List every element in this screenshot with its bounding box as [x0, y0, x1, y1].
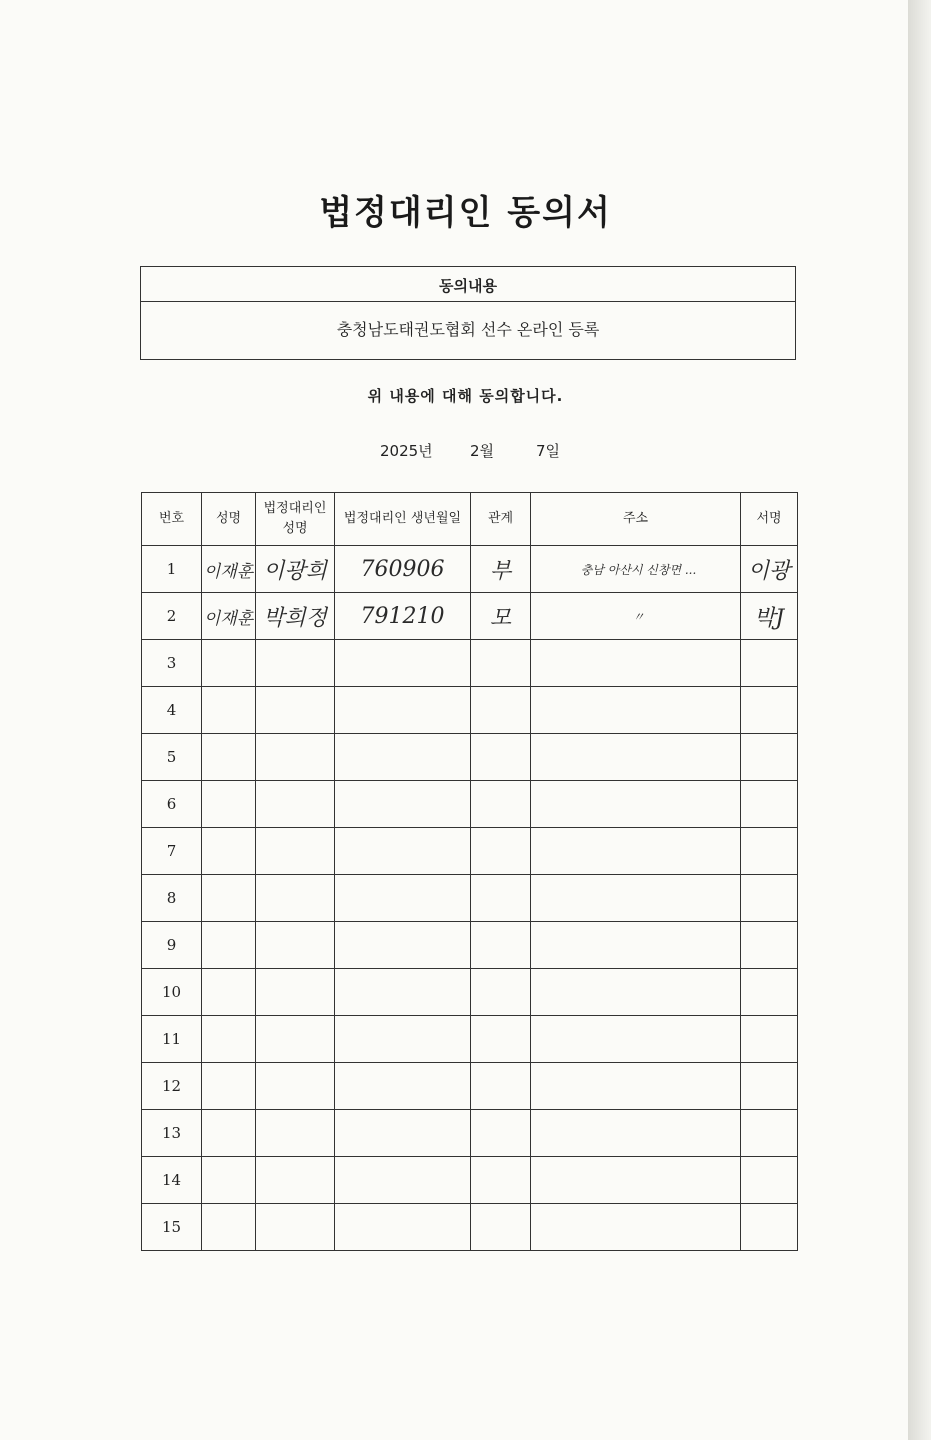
table-row — [142, 1157, 798, 1204]
cell-guardian-birth — [335, 1016, 471, 1063]
cell-name — [202, 781, 256, 828]
cell-guardian-birth — [335, 1063, 471, 1110]
table-row — [142, 922, 798, 969]
cell-no: 14 — [142, 1157, 202, 1204]
cell-relation — [471, 1204, 531, 1251]
cell-signature — [741, 1063, 798, 1110]
cell-signature — [741, 875, 798, 922]
cell-relation — [471, 828, 531, 875]
cell-signature — [741, 1157, 798, 1204]
cell-address — [531, 1016, 741, 1063]
document-title: 법정대리인 동의서 — [319, 193, 612, 233]
cell-relation — [471, 640, 531, 687]
cell-guardian-birth-value: 791210 — [360, 603, 445, 629]
cell-no: 13 — [142, 1110, 202, 1157]
cell-address — [531, 781, 741, 828]
cell-name — [202, 546, 256, 593]
cell-address — [531, 734, 741, 781]
cell-name — [202, 734, 256, 781]
cell-guardian-birth — [335, 781, 471, 828]
cell-relation — [471, 546, 531, 593]
guardian-table — [141, 492, 798, 1251]
header-relation: 관계 — [471, 493, 531, 546]
table-row — [142, 1110, 798, 1157]
cell-guardian-birth — [335, 1204, 471, 1251]
cell-guardian-name — [256, 922, 335, 969]
date-year: 2025년 — [380, 442, 433, 460]
cell-address — [531, 1110, 741, 1157]
cell-relation — [471, 969, 531, 1016]
cell-guardian-birth — [335, 1157, 471, 1204]
cell-relation — [471, 593, 531, 640]
cell-guardian-name-value: 박희정 — [263, 605, 327, 631]
cell-address-value: 충남 아산시 신창면 ... — [580, 563, 697, 577]
cell-guardian-name — [256, 781, 335, 828]
cell-no: 10 — [142, 969, 202, 1016]
cell-guardian-birth — [335, 828, 471, 875]
table-row — [142, 546, 798, 593]
table-row — [142, 640, 798, 687]
cell-name — [202, 969, 256, 1016]
consent-box — [140, 266, 796, 360]
cell-no: 12 — [142, 1063, 202, 1110]
cell-no: 4 — [142, 687, 202, 734]
header-name: 성명 — [202, 493, 256, 546]
cell-address — [531, 1063, 741, 1110]
cell-name — [202, 875, 256, 922]
cell-no: 11 — [142, 1016, 202, 1063]
header-guardian-birth: 법정대리인 생년월일 — [335, 493, 471, 546]
cell-guardian-birth-value: 760906 — [360, 556, 445, 582]
cell-guardian-name — [256, 687, 335, 734]
cell-no: 3 — [142, 640, 202, 687]
consent-content: 충청남도태권도협회 선수 온라인 등록 — [336, 320, 600, 339]
cell-guardian-birth — [335, 1110, 471, 1157]
table-row — [142, 593, 798, 640]
cell-no: 6 — [142, 781, 202, 828]
cell-guardian-birth — [335, 875, 471, 922]
cell-address — [531, 969, 741, 1016]
cell-guardian-name — [256, 1063, 335, 1110]
cell-relation — [471, 734, 531, 781]
cell-signature — [741, 1204, 798, 1251]
table-row — [142, 734, 798, 781]
cell-signature — [741, 828, 798, 875]
cell-relation — [471, 1157, 531, 1204]
cell-relation — [471, 1016, 531, 1063]
cell-guardian-birth — [335, 546, 471, 593]
cell-signature — [741, 734, 798, 781]
cell-signature — [741, 640, 798, 687]
cell-no: 15 — [142, 1204, 202, 1251]
cell-relation — [471, 1110, 531, 1157]
cell-relation — [471, 687, 531, 734]
cell-address-value: 〃 — [632, 610, 645, 624]
cell-name — [202, 1157, 256, 1204]
cell-address — [531, 828, 741, 875]
cell-address — [531, 1204, 741, 1251]
cell-guardian-name — [256, 1204, 335, 1251]
cell-no: 5 — [142, 734, 202, 781]
cell-guardian-birth — [335, 969, 471, 1016]
cell-relation-value: 모 — [489, 605, 512, 631]
cell-name — [202, 1063, 256, 1110]
header-no: 번호 — [142, 493, 202, 546]
cell-guardian-name — [256, 734, 335, 781]
cell-name — [202, 1110, 256, 1157]
cell-name-value: 이재훈 — [203, 561, 254, 582]
cell-signature — [741, 546, 798, 593]
cell-name — [202, 687, 256, 734]
cell-name — [202, 828, 256, 875]
table-row — [142, 1063, 798, 1110]
table-row — [142, 1016, 798, 1063]
cell-relation — [471, 781, 531, 828]
cell-guardian-birth — [335, 687, 471, 734]
cell-address — [531, 687, 741, 734]
table-row — [142, 687, 798, 734]
cell-guardian-name — [256, 546, 335, 593]
cell-address — [531, 875, 741, 922]
header-guardian-name: 법정대리인 성명 — [256, 493, 335, 546]
cell-signature-value: 이광 — [747, 558, 791, 584]
cell-relation — [471, 1063, 531, 1110]
cell-guardian-birth — [335, 593, 471, 640]
cell-name — [202, 922, 256, 969]
cell-address — [531, 1157, 741, 1204]
cell-guardian-name — [256, 1157, 335, 1204]
cell-signature — [741, 969, 798, 1016]
cell-signature — [741, 687, 798, 734]
cell-no: 8 — [142, 875, 202, 922]
cell-name — [202, 593, 256, 640]
table-row — [142, 781, 798, 828]
cell-relation-value: 부 — [489, 558, 512, 584]
cell-name-value: 이재훈 — [203, 608, 254, 629]
cell-name — [202, 1016, 256, 1063]
table-header-row — [142, 493, 798, 546]
table-row — [142, 969, 798, 1016]
cell-address — [531, 546, 741, 593]
consent-header: 동의내용 — [141, 267, 795, 302]
cell-signature — [741, 781, 798, 828]
header-signature: 서명 — [741, 493, 798, 546]
cell-address — [531, 640, 741, 687]
cell-guardian-name — [256, 1110, 335, 1157]
cell-relation — [471, 875, 531, 922]
table-row — [142, 1204, 798, 1251]
table-row — [142, 828, 798, 875]
table-row — [142, 875, 798, 922]
cell-guardian-birth — [335, 734, 471, 781]
date-day: 7일 — [536, 442, 561, 460]
header-address: 주소 — [531, 493, 741, 546]
cell-guardian-name — [256, 1016, 335, 1063]
cell-guardian-name — [256, 593, 335, 640]
cell-address — [531, 922, 741, 969]
cell-address — [531, 593, 741, 640]
cell-no: 7 — [142, 828, 202, 875]
cell-signature — [741, 922, 798, 969]
cell-guardian-birth — [335, 640, 471, 687]
cell-no: 9 — [142, 922, 202, 969]
cell-relation — [471, 922, 531, 969]
cell-guardian-name — [256, 640, 335, 687]
cell-guardian-name — [256, 969, 335, 1016]
cell-signature — [741, 1110, 798, 1157]
cell-guardian-name-value: 이광희 — [263, 558, 327, 584]
cell-guardian-birth — [335, 922, 471, 969]
date-month: 2월 — [470, 442, 495, 460]
cell-name — [202, 640, 256, 687]
cell-no: 1 — [142, 546, 202, 593]
cell-no: 2 — [142, 593, 202, 640]
table-body — [142, 546, 798, 1251]
cell-signature — [741, 1016, 798, 1063]
cell-guardian-name — [256, 875, 335, 922]
cell-guardian-name — [256, 828, 335, 875]
cell-signature — [741, 593, 798, 640]
cell-signature-value: 박J — [753, 605, 785, 631]
cell-name — [202, 1204, 256, 1251]
agreement-statement: 위 내용에 대해 동의합니다. — [367, 387, 564, 405]
